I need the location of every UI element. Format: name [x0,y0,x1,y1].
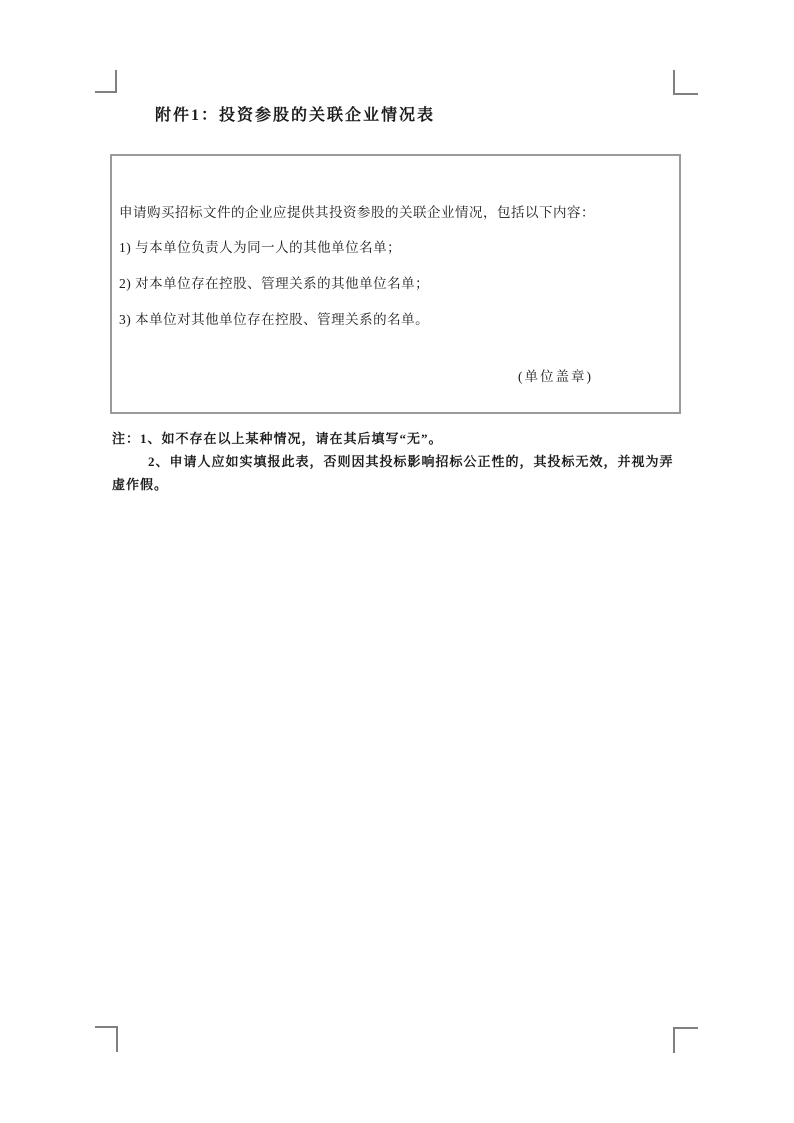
page-title: 附件1：投资参股的关联企业情况表 [155,107,436,124]
declaration-item-3: 3) 本单位对其他单位存在控股、管理关系的名单。 [119,312,430,327]
crop-mark-bottom-left-icon [95,1026,118,1052]
crop-mark-top-right-icon [673,70,698,95]
declaration-item-1: 1) 与本单位负责人为同一人的其他单位名单； [119,240,402,255]
crop-mark-top-left-icon [95,70,117,93]
footnote-line-1: 注：1、如不存在以上某种情况，请在其后填写“无”。 [112,431,443,446]
footnotes [112,427,712,496]
declaration-box [110,154,681,414]
declaration-intro: 申请购买招标文件的企业应提供其投资参股的关联企业情况，包括以下内容： [119,205,595,220]
unit-stamp-label: (单位盖章) [518,369,593,384]
crop-mark-bottom-right-icon [673,1027,698,1053]
declaration-item-2: 2) 对本单位存在控股、管理关系的其他单位名单； [119,276,430,291]
footnote-line-2: 2、申请人应如实填报此表，否则因其投标影响招标公正性的，其投标无效，并视为弄 [148,454,674,469]
footnote-line-3: 虚作假。 [112,477,169,492]
